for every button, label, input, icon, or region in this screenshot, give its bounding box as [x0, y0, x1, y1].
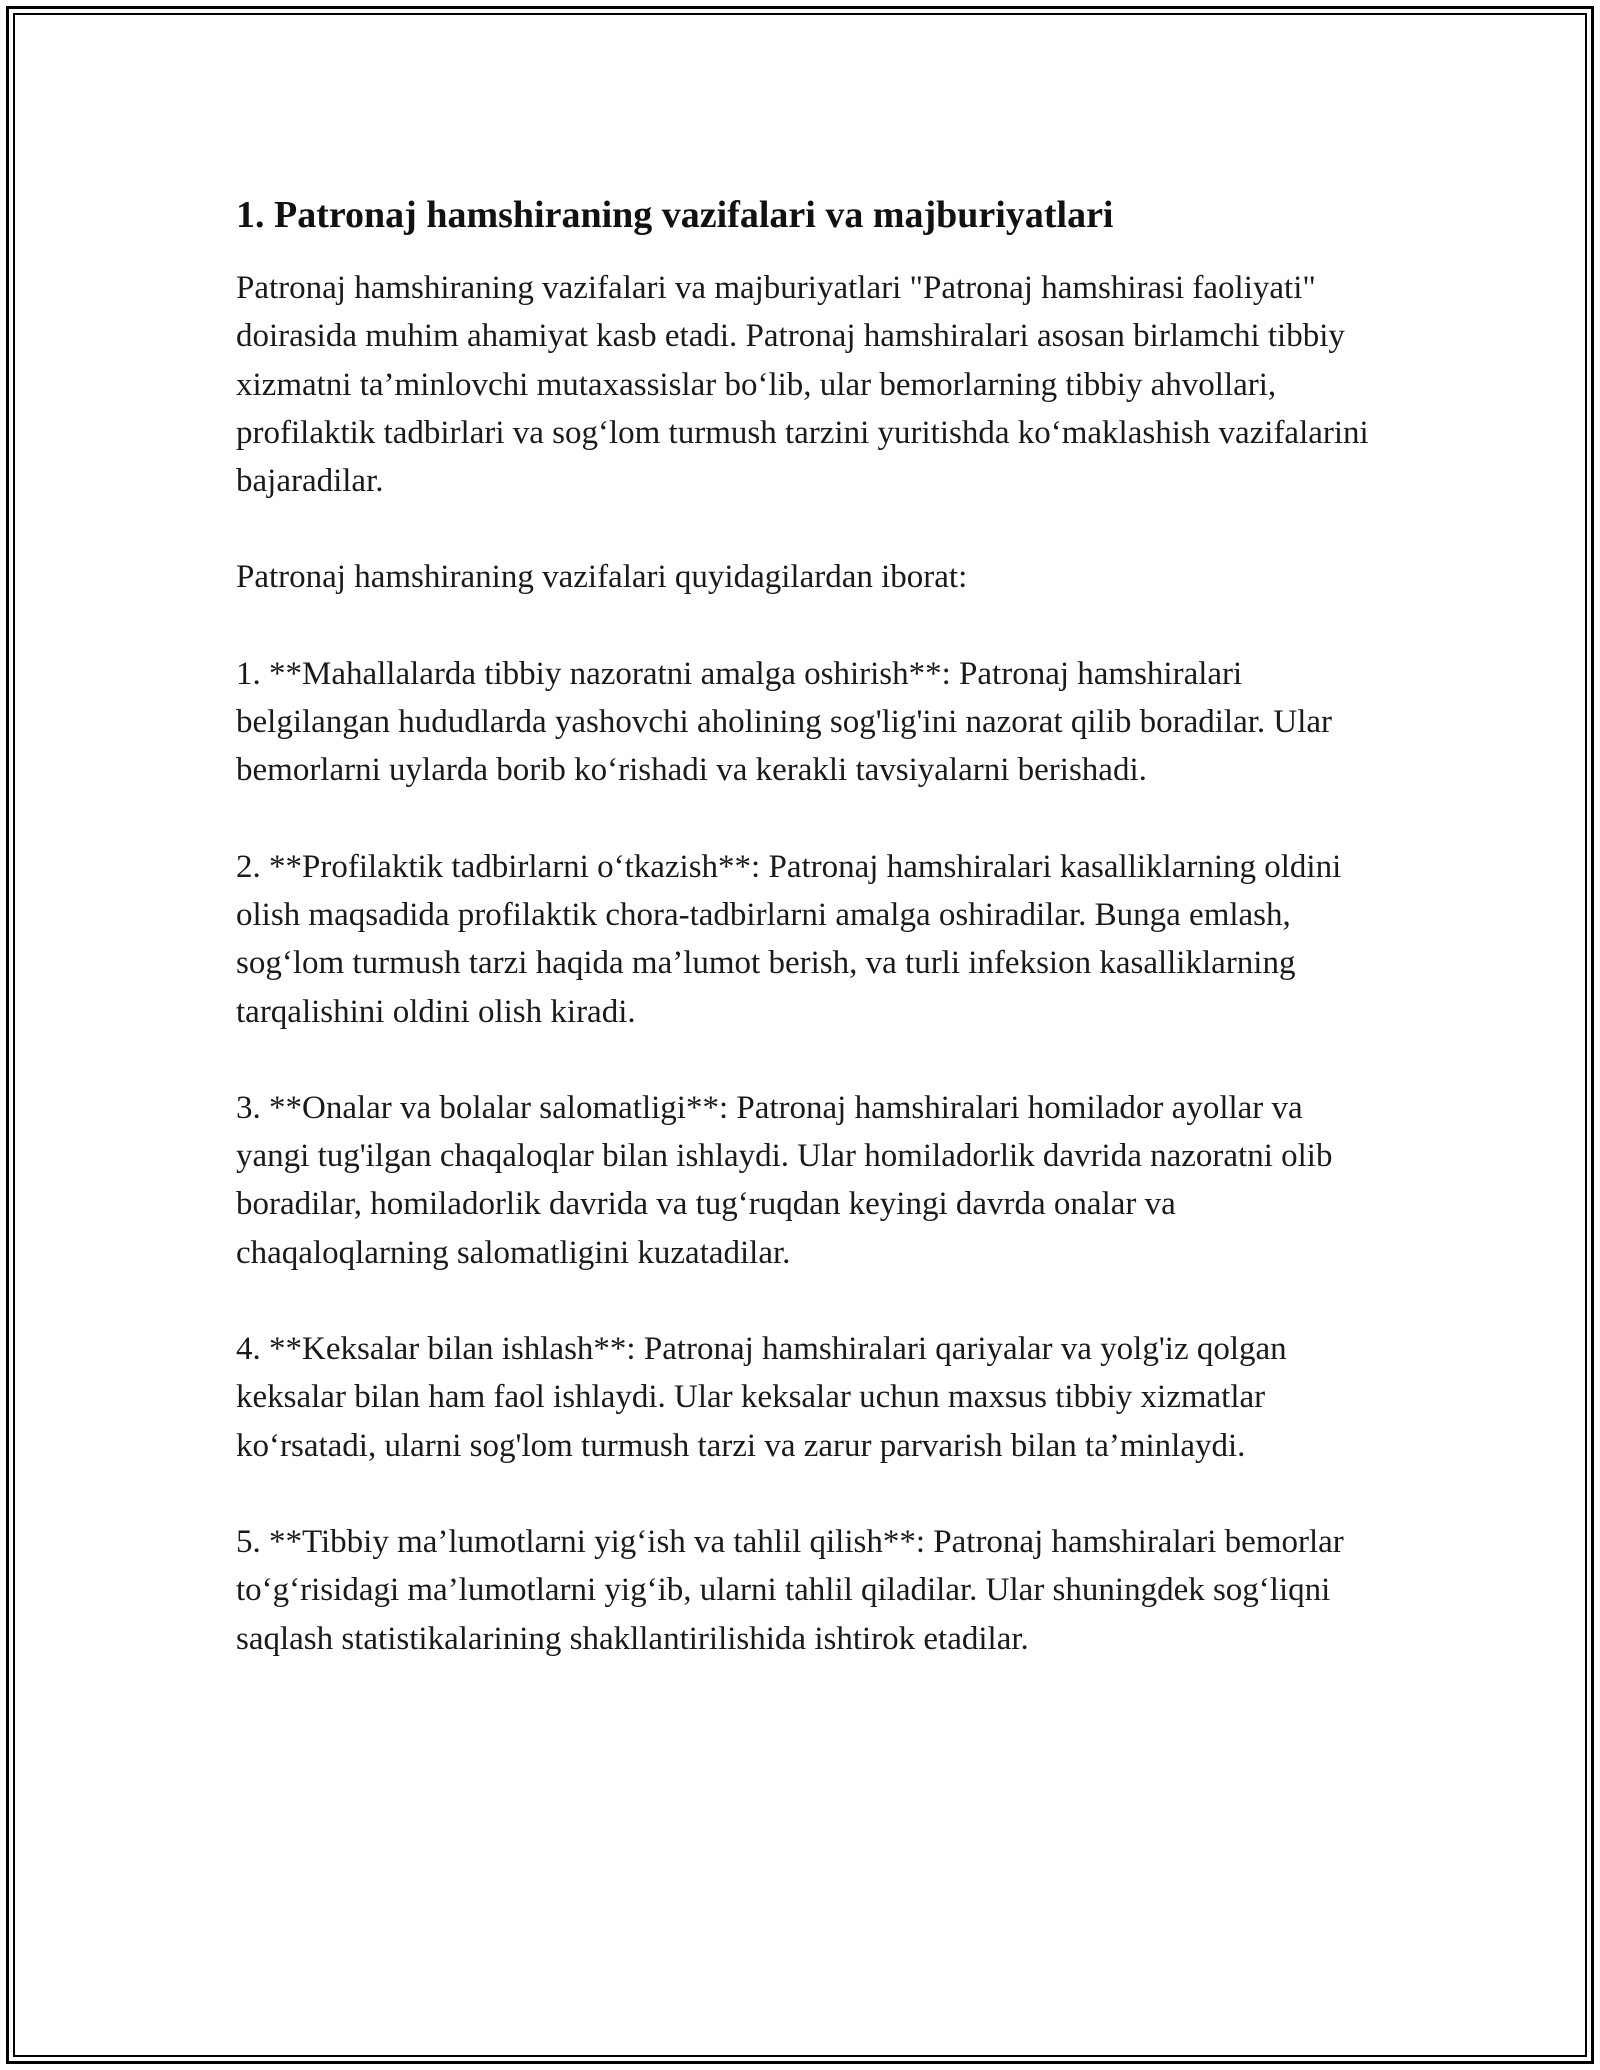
duty-item-1: 1. **Mahallalarda tibbiy nazoratni amalga oshirish**: Patronaj hamshiralari belgilangan hududlarda yashovchi aholining sog'lig'ini nazorat qilib boradilar. Ular bemorlarni uylarda borib ko‘rishadi va kerakli tavsiyalarni berishadi. — [236, 655, 1333, 789]
document-body — [236, 186, 1376, 1663]
duty-item-3: 3. **Onalar va bolalar salomatligi**: Patronaj hamshiralari homilador ayollar va yangi tug'ilgan chaqaloqlar bilan ishlaydi. Ular homiladorlik davrida nazoratni olib boradilar, homiladorlik davrida va tug‘ruqdan keyingi davrda onalar va chaqaloqlarning salomatligini kuzatadilar. — [236, 1089, 1333, 1271]
duty-item-4: 4. **Keksalar bilan ishlash**: Patronaj hamshiralari qariyalar va yolg'iz qolgan keksalar bilan ham faol ishlaydi. Ular keksalar uchun maxsus tibbiy xizmatlar ko‘rsatadi, ularni sog'lom turmush tarzi va zarur parvarish bilan ta’minlaydi. — [236, 1331, 1287, 1464]
section-heading: 1. Patronaj hamshiraning vazifalari va majburiyatlari — [236, 194, 1114, 236]
list-lead-paragraph: Patronaj hamshiraning vazifalari quyidagilardan iborat: — [236, 559, 968, 596]
duty-item-5: 5. **Tibbiy ma’lumotlarni yig‘ish va tahlil qilish**: Patronaj hamshiralari bemorlar to‘g‘risidagi ma’lumotlarni yig‘ib, ularni tahlil qiladilar. Ular shuningdek sog‘liqni saqlash statistikalarining shakllantirilishida ishtirok etadilar. — [236, 1523, 1344, 1657]
intro-paragraph: Patronaj hamshiraning vazifalari va majburiyatlari "Patronaj hamshirasi faoliyati" doirasida muhim ahamiyat kasb etadi. Patronaj hamshiralari asosan birlamchi tibbiy xizmatni ta’minlovchi mutaxassislar bo‘lib, ular bemorlarning tibbiy ahvollari, profilaktik tadbirlari va sog‘lom turmush tarzini yuritishda ko‘maklashish vazifalarini bajaradilar. — [236, 270, 1369, 500]
duty-item-2: 2. **Profilaktik tadbirlarni o‘tkazish**: Patronaj hamshiralari kasalliklarning oldini olish maqsadida profilaktik chora-tadbirlarni amalga oshiradilar. Bunga emlash, sog‘lom turmush tarzi haqida ma’lumot berish, va turli infeksion kasalliklarning tarqalishini oldini olish kiradi. — [236, 848, 1342, 1030]
